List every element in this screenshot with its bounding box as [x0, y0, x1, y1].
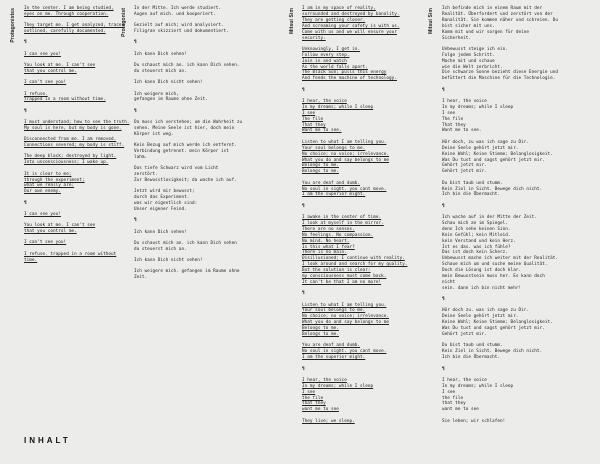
lyric-stanza: Jetzt wird mir bewusst; durch das Experiment. was wir eigentlich sind: Unser eigener Feind. [134, 189, 198, 213]
pilcrow-mark: ¶ [134, 218, 137, 224]
lyric-stanza: I hear, the voice In my dreams; while I sleep I see The file That they Want me to see. [302, 98, 374, 134]
pilcrow-mark: ¶ [24, 40, 27, 46]
column-tag-4: Mitsui Sim [428, 8, 434, 35]
lyric-stanza: They live; we sleep. [302, 418, 355, 424]
lyric-stanza: I hear, the voice In my dreams; while I sleep I see the file that they want me to see [302, 377, 374, 413]
lyric-stanza: Ich kann Dich sehen! [134, 51, 187, 57]
lyric-stanza: I am in my space of reality, surrounded and destroyed by banality. They are getting closer. And screaming your safety is with us. Come with us and we will ensure your security. [302, 6, 400, 41]
column-tag-1: Protagonistes [10, 8, 16, 43]
lyric-stanza: You look at me. I can't see that you control me. [24, 223, 96, 235]
lyric-stanza: Gezielt auf mich; wird analysiert. Filigran skizziert und dokumentiert. [134, 23, 229, 35]
lyric-stanza: Das tiefe Schwarz wird vom Licht zerstört. Zur Bewusstlosigkeit; da wache ich auf. [134, 166, 237, 184]
lyrics-column-german-2 [442, 6, 560, 430]
pilcrow-mark: ¶ [302, 366, 305, 372]
lyric-stanza: You look at me. I can't see that you control me. [24, 63, 96, 74]
lyric-stanza: Du schaust mich an. ich kann Dich sehen. du steuerst mich an. [134, 63, 240, 74]
pilcrow-mark: ¶ [442, 297, 445, 303]
lyric-stanza: I can't see you! [24, 80, 67, 86]
column-tag-2: Protagonist [121, 8, 127, 37]
lyric-stanza: Listen to what I am telling you. Your soul belongs to me. No choice; no voice; irrelevance. What you do and say belongs to me Belongs to me. Belongs to me. [302, 139, 390, 175]
lyric-stanza: In der Mitte. Ich werde studiert. Augen auf mich. und kooperiert. [134, 6, 222, 17]
lyric-stanza: Du bist taub und stumm. Kein Ziel in Sicht. Bewege dich nicht. Ich bin die Übermacht. [442, 180, 543, 198]
pilcrow-mark: ¶ [302, 203, 305, 209]
lyric-stanza: Sie leben; wir schlafen! [442, 418, 506, 424]
lyric-stanza: I refuse. trapped in a room without time. [24, 251, 117, 263]
lyric-stanza: I can't see you! [24, 240, 67, 246]
pilcrow-mark: ¶ [134, 40, 137, 46]
pilcrow-mark: ¶ [302, 291, 305, 297]
lyric-stanza: I can see you! [24, 211, 61, 217]
lyric-stanza: I awake in the center of time. I look at myself in the mirror. There are no senses. No feelings. No compassion. No mind. No heart. Is this what I fear? There is no main. Disillusioned; I continue with reality. I look around and search for my quality. But the solution is clear: my consciousness must come back. It can't be that I am no more! [302, 215, 408, 285]
lyric-stanza: Du bist taub und stumm. Kein Ziel in Sicht. Bewege dich nicht. Ich bin die Übermacht. [442, 343, 543, 361]
lyric-stanza: Hör doch zu. was ich sage zu Dir. Deine Seele gehört jetzt mir. Keine Wahl; Keine Stimme; Belanglosigkeit. Was Du tust und sagst gehört jetzt mir. Gehört jetzt mir. [442, 308, 553, 338]
lyric-stanza: It is clear to me; through the experiment; what we really are: Our own enemy. [24, 171, 85, 195]
lyric-stanza: Ich weigere mich, gefangen im Raume ohne Zeit. [134, 91, 208, 103]
column-tag-3: Mitsui Sim [289, 8, 295, 35]
lyric-stanza: I refuse. trapped in a room without time. [24, 91, 106, 103]
lyric-stanza: Ich weigere mich. gefangen im Raume ohne Zeit. [134, 269, 240, 281]
lyric-stanza: Hör doch, zu was ich sage zu Dir. Deine Seele gehört jetzt mir. Keine Wahl; Keine Stimme; Belanglosigkeit. Was Du tust und sagst gehört jetzt mir. Gehört jetzt mir. Gehört jetzt mir. [442, 139, 553, 175]
lyric-stanza: Kein Bezug auf mich werde ich entfernt. Verbindung getrennt. mein Körper ist lahm. [134, 143, 237, 160]
lyric-stanza: You are deaf and dumb. No soul in sight. you cant move. I am the superior might. [302, 343, 387, 361]
lyric-stanza: Ich kann Dich nicht sehen! [134, 80, 203, 86]
lyric-stanza: Ich wache auf in der Mitte der Zeit. Schau mich an im Spiegel. denn Ich sehe keinen Sinn. Kein Gefühl; kein Mitleid. kein Verstand und kein Herz. Ist es das. was ich fühle? Das ist doch kein Scherz. Unbewusst mache ich weiter mit der Realität. Schaue mich um und suche meine Qualität. Doch die Lösung ist doch klar. mein Bewusstsein muss her. Es kann doch nicht sein. dann ich bin nicht mehr! [442, 215, 559, 291]
lyric-stanza: Du schaust mich an. ich kann Dich sehen du steuerst mich an. [134, 240, 237, 252]
pilcrow-mark: ¶ [24, 108, 27, 114]
lyric-stanza: I can see you! [24, 51, 61, 57]
lyric-stanza: I hear, the voice In my dreams; while I sleep I see The file That they Want me to see. [442, 98, 514, 134]
pilcrow-mark: ¶ [442, 87, 445, 93]
lyrics-column-english-2 [302, 6, 420, 430]
lyric-stanza: They target me. I get analyzed, traces outlined, carefully documented. [24, 23, 125, 35]
lyric-stanza: Disconnected from me. I am removed. Connections severed; my body is stiff. [24, 137, 125, 149]
lyric-stanza: Unbewusst steige ich ein. Folge jedem Schritt. Mache mit und schaue wie die Welt zerbricht. Die schwarze Sonne bezieht diese Energie und befüttert die Maschine für die Technologie. [442, 46, 559, 82]
lyric-stanza: Ich befinde mich in einem Raum mit der Realität. Überfordert und zerstört von der Banalität. Sie kommen näher und schreien. Du bist sicher mit uns. Komm mit und wir sorgen für deine Sicherheit. [442, 6, 559, 41]
pilcrow-mark: ¶ [442, 366, 445, 372]
pilcrow-mark: ¶ [442, 203, 445, 209]
lyric-stanza: I must understand; how to see the truth. My soul is here, but my body is gone. [24, 120, 130, 131]
lyrics-column-german-1 [134, 6, 252, 287]
lyric-stanza: Da muss ich verstehen; um die Wahrheit zu sehen. Meine Seele ist hier, doch mein Körper ist weg. [134, 120, 243, 137]
pilcrow-mark: ¶ [134, 108, 137, 114]
lyric-stanza: In the center. I am being studied, eyes on me. Through cooperation. [24, 6, 114, 17]
lyric-stanza: Unknowingly, I get in. Follow every step. Join in and watch As the world falls apart. The Black Sun; pulls this energy And feeds the machine of technology. [302, 46, 397, 82]
pilcrow-mark: ¶ [24, 200, 27, 206]
lyric-stanza: You are deaf and dumb. No soul in sight. you cant move. I am the superior might. [302, 180, 387, 198]
lyrics-column-english-1 [24, 6, 142, 269]
lyric-stanza: Ich kann Dich sehen! [134, 229, 187, 235]
lyric-stanza: The deep black; destroyed by light. Into unconsciousness; I wake up. [24, 154, 117, 166]
pilcrow-mark: ¶ [302, 87, 305, 93]
lyric-stanza: Ich kann Dich nicht sehen! [134, 258, 203, 264]
footer-title: INHALT [24, 436, 71, 445]
lyric-stanza: I hear, the voice In my dreams; while I sleep I see the file that they want me to see [442, 377, 514, 413]
lyric-stanza: Listen to what I am telling you. Your soul belongs to me. No choice; no voice; irrelevance. What you do and say belongs to me Belongs to me. Belongs to me. [302, 302, 390, 338]
